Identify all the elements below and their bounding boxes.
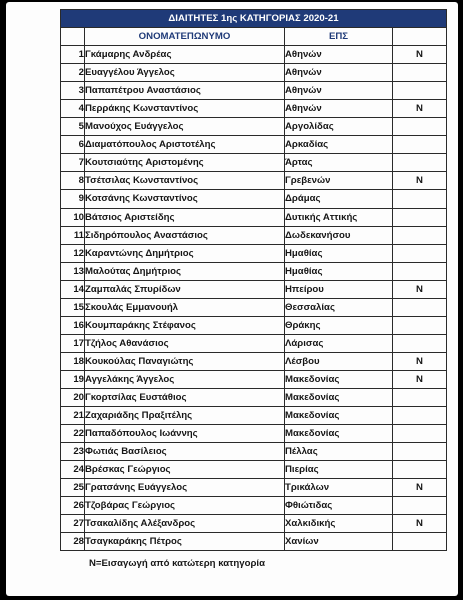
row-number: 24 — [61, 461, 85, 479]
promotion-flag: N — [393, 370, 447, 388]
header-name: ΟΝΟΜΑΤΕΠΩΝΥΜΟ — [85, 28, 285, 46]
header-flag — [393, 28, 447, 46]
association-name: Λάρισας — [285, 334, 393, 352]
referee-name: Παπαδόπουλος Ιωάννης — [85, 425, 285, 443]
table-row — [61, 515, 447, 533]
row-number: 15 — [61, 298, 85, 316]
row-number: 13 — [61, 262, 85, 280]
referee-name: Βάτσιος Αριστείδης — [85, 208, 285, 226]
association-name: Αθηνών — [285, 64, 393, 82]
row-number: 3 — [61, 82, 85, 100]
association-name: Λέσβου — [285, 352, 393, 370]
row-number: 20 — [61, 388, 85, 406]
promotion-flag — [393, 64, 447, 82]
referee-name: Περράκης Κωνσταντίνος — [85, 100, 285, 118]
row-number: 11 — [61, 226, 85, 244]
promotion-flag — [393, 497, 447, 515]
row-number: 2 — [61, 64, 85, 82]
table-row — [61, 461, 447, 479]
promotion-flag — [393, 334, 447, 352]
table-header-row — [61, 28, 447, 46]
referee-name: Φωτιάς Βασίλειος — [85, 443, 285, 461]
row-number: 22 — [61, 425, 85, 443]
header-association: ΕΠΣ — [285, 28, 393, 46]
association-name: Αθηνών — [285, 82, 393, 100]
referee-name: Κουκούλας Παναγιώτης — [85, 352, 285, 370]
referee-name: Κοτσάνης Κωνσταντίνος — [85, 190, 285, 208]
referee-name: Τζοβάρας Γεώργιος — [85, 497, 285, 515]
association-name: Αθηνών — [285, 100, 393, 118]
promotion-flag — [393, 316, 447, 334]
association-name: Τρικάλων — [285, 479, 393, 497]
promotion-flag — [393, 154, 447, 172]
table-row — [61, 425, 447, 443]
referee-name: Τσακαλίδης Αλέξανδρος — [85, 515, 285, 533]
promotion-flag — [393, 461, 447, 479]
promotion-flag — [393, 208, 447, 226]
referee-name: Βρέσκας Γεώργιος — [85, 461, 285, 479]
referee-name: Αγγελάκης Άγγελος — [85, 370, 285, 388]
referee-name: Καραντώνης Δημήτριος — [85, 244, 285, 262]
referee-name: Σιδηρόπουλος Αναστάσιος — [85, 226, 285, 244]
association-name: Θράκης — [285, 316, 393, 334]
table-row — [61, 244, 447, 262]
row-number: 12 — [61, 244, 85, 262]
footnote: N=Εισαγωγή από κατώτερη κατηγορία — [89, 558, 265, 569]
association-name: Ημαθίας — [285, 262, 393, 280]
table-row — [61, 407, 447, 425]
row-number: 14 — [61, 280, 85, 298]
association-name: Θεσσαλίας — [285, 298, 393, 316]
row-number: 23 — [61, 443, 85, 461]
association-name: Μακεδονίας — [285, 407, 393, 425]
table-row — [61, 100, 447, 118]
table-row — [61, 280, 447, 298]
promotion-flag: N — [393, 515, 447, 533]
referee-name: Τσαγκαράκης Πέτρος — [85, 533, 285, 551]
association-name: Δράμας — [285, 190, 393, 208]
association-name: Αρκαδίας — [285, 136, 393, 154]
table-title: ΔΙΑΙΤΗΤΕΣ 1ης ΚΑΤΗΓΟΡΙΑΣ 2020-21 — [61, 10, 447, 28]
row-number: 9 — [61, 190, 85, 208]
promotion-flag — [393, 136, 447, 154]
table-row — [61, 443, 447, 461]
table-row — [61, 190, 447, 208]
referee-name: Γκάμαρης Ανδρέας — [85, 46, 285, 64]
referee-name: Τζήλος Αθανάσιος — [85, 334, 285, 352]
referee-name: Παπαπέτρου Αναστάσιος — [85, 82, 285, 100]
row-number: 4 — [61, 100, 85, 118]
header-number — [61, 28, 85, 46]
row-number: 1 — [61, 46, 85, 64]
association-name: Γρεβενών — [285, 172, 393, 190]
promotion-flag: N — [393, 172, 447, 190]
table-row — [61, 136, 447, 154]
table-row — [61, 154, 447, 172]
row-number: 10 — [61, 208, 85, 226]
row-number: 25 — [61, 479, 85, 497]
referee-name: Κουτσιαύτης Αριστομένης — [85, 154, 285, 172]
table-row — [61, 208, 447, 226]
referee-name: Γρατσάνης Ευάγγελος — [85, 479, 285, 497]
table-row — [61, 388, 447, 406]
promotion-flag — [393, 118, 447, 136]
table-row — [61, 497, 447, 515]
association-name: Αργολίδας — [285, 118, 393, 136]
table-row — [61, 172, 447, 190]
table-row — [61, 298, 447, 316]
table-row — [61, 118, 447, 136]
promotion-flag: N — [393, 46, 447, 64]
association-name: Χανίων — [285, 533, 393, 551]
row-number: 7 — [61, 154, 85, 172]
row-number: 26 — [61, 497, 85, 515]
association-name: Ηπείρου — [285, 280, 393, 298]
table-row — [61, 334, 447, 352]
referee-name: Διαματόπουλος Αριστοτέλης — [85, 136, 285, 154]
promotion-flag: N — [393, 280, 447, 298]
row-number: 19 — [61, 370, 85, 388]
referee-name: Μαλούτας Δημήτριος — [85, 262, 285, 280]
promotion-flag: N — [393, 479, 447, 497]
document-page — [6, 2, 458, 596]
association-name: Ημαθίας — [285, 244, 393, 262]
association-name: Μακεδονίας — [285, 370, 393, 388]
table-row — [61, 262, 447, 280]
referee-name: Σκουλάς Εμμανουήλ — [85, 298, 285, 316]
association-name: Μακεδονίας — [285, 425, 393, 443]
table-row — [61, 352, 447, 370]
table-title-row — [61, 10, 447, 28]
promotion-flag — [393, 533, 447, 551]
table-row — [61, 479, 447, 497]
table-row — [61, 370, 447, 388]
referee-name: Τσέτσιλας Κωνσταντίνος — [85, 172, 285, 190]
row-number: 21 — [61, 407, 85, 425]
table-row — [61, 533, 447, 551]
promotion-flag: N — [393, 100, 447, 118]
referee-name: Ευαγγέλου Άγγελος — [85, 64, 285, 82]
table-row — [61, 316, 447, 334]
table-row — [61, 82, 447, 100]
table-row — [61, 226, 447, 244]
promotion-flag — [393, 298, 447, 316]
table-row — [61, 46, 447, 64]
association-name: Άρτας — [285, 154, 393, 172]
row-number: 5 — [61, 118, 85, 136]
promotion-flag — [393, 443, 447, 461]
promotion-flag — [393, 388, 447, 406]
association-name: Πέλλας — [285, 443, 393, 461]
row-number: 18 — [61, 352, 85, 370]
row-number: 16 — [61, 316, 85, 334]
row-number: 8 — [61, 172, 85, 190]
association-name: Χαλκιδικής — [285, 515, 393, 533]
promotion-flag — [393, 262, 447, 280]
table-body — [61, 46, 447, 551]
referee-name: Ζαχαριάδης Πραξιτέλης — [85, 407, 285, 425]
referee-name: Κουμπαράκης Στέφανος — [85, 316, 285, 334]
promotion-flag — [393, 226, 447, 244]
row-number: 28 — [61, 533, 85, 551]
association-name: Μακεδονίας — [285, 388, 393, 406]
association-name: Αθηνών — [285, 46, 393, 64]
referee-name: Γκορτσίλας Ευστάθιος — [85, 388, 285, 406]
referees-table — [60, 9, 447, 551]
row-number: 6 — [61, 136, 85, 154]
association-name: Φθιώτιδας — [285, 497, 393, 515]
promotion-flag — [393, 82, 447, 100]
association-name: Πιερίας — [285, 461, 393, 479]
association-name: Δυτικής Αττικής — [285, 208, 393, 226]
row-number: 27 — [61, 515, 85, 533]
row-number: 17 — [61, 334, 85, 352]
promotion-flag — [393, 244, 447, 262]
association-name: Δωδεκανήσου — [285, 226, 393, 244]
promotion-flag — [393, 190, 447, 208]
referee-name: Μανούχος Ευάγγελος — [85, 118, 285, 136]
promotion-flag: N — [393, 352, 447, 370]
referee-name: Ζαμπαλάς Σπυρίδων — [85, 280, 285, 298]
promotion-flag — [393, 425, 447, 443]
promotion-flag — [393, 407, 447, 425]
table-row — [61, 64, 447, 82]
